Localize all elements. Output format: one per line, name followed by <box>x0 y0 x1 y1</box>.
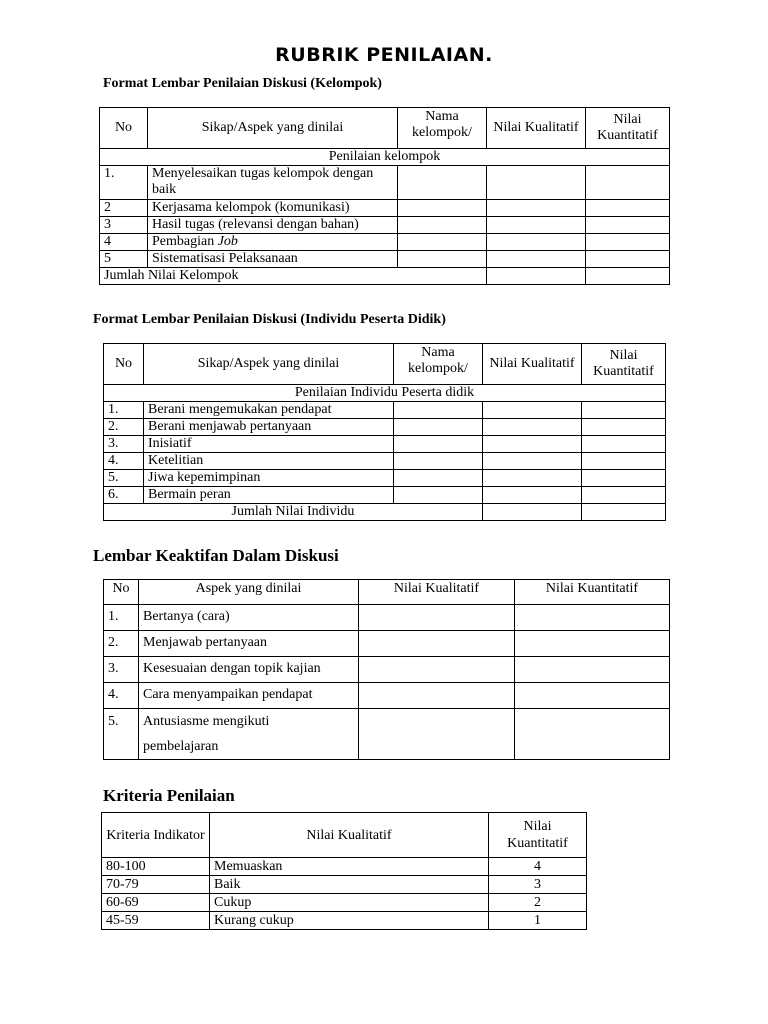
table-row <box>102 858 587 876</box>
quant-cell <box>515 605 670 631</box>
name-cell <box>394 453 483 470</box>
row-aspect: Hasil tugas (relevansi dengan bahan) <box>148 217 398 234</box>
header-quantitative: Nilai Kuantitatif <box>489 813 587 858</box>
qual-cell <box>483 402 582 419</box>
qual-cell <box>483 504 582 521</box>
row-aspect: Ketelitian <box>144 453 394 470</box>
qual-cell <box>359 709 515 760</box>
row-aspect: Bertanya (cara) <box>139 605 359 631</box>
table-row <box>104 709 670 760</box>
row-no: 1. <box>100 166 148 200</box>
table-row <box>104 631 670 657</box>
qual-cell <box>487 200 586 217</box>
table-row <box>104 487 666 504</box>
header-qualitative: Nilai Kualitatif <box>483 344 582 385</box>
row-aspect: Berani mengemukakan pendapat <box>144 402 394 419</box>
row-aspect: Sistematisasi Pelaksanaan <box>148 251 398 268</box>
table-row <box>100 217 670 234</box>
table-row <box>104 453 666 470</box>
name-cell <box>398 234 487 251</box>
row-aspect: Inisiatif <box>144 436 394 453</box>
row-aspect: Cara menyampaikan pendapat <box>139 683 359 709</box>
group-section-heading: Format Lembar Penilaian Diskusi (Kelompok) <box>103 76 382 91</box>
row-no: 2 <box>100 200 148 217</box>
name-cell <box>398 166 487 200</box>
row-aspect: Antusiasme mengikuti pembelajaran <box>139 709 359 760</box>
name-cell <box>394 419 483 436</box>
qual-cell <box>359 657 515 683</box>
name-cell <box>394 470 483 487</box>
row-aspect: Menyelesaikan tugas kelompok dengan baik <box>148 166 398 200</box>
quant-cell: 2 <box>489 894 587 912</box>
table-row <box>100 200 670 217</box>
header-group-name: Nama kelompok/ <box>394 344 483 385</box>
criteria-table <box>101 812 587 930</box>
section-row <box>104 385 666 402</box>
table-header-row <box>102 813 587 858</box>
individual-section-heading: Format Lembar Penilaian Diskusi (Individu Peserta Didik) <box>93 312 446 327</box>
row-no: 4 <box>100 234 148 251</box>
quant-cell <box>515 631 670 657</box>
quant-cell <box>586 200 670 217</box>
header-qualitative: Nilai Kualitatif <box>359 580 515 605</box>
table-row <box>104 402 666 419</box>
header-qualitative: Nilai Kualitatif <box>487 108 586 149</box>
row-no: 1. <box>104 402 144 419</box>
header-aspect: Sikap/Aspek yang dinilai <box>144 344 394 385</box>
range-cell: 70-79 <box>102 876 210 894</box>
row-no: 2. <box>104 419 144 436</box>
quant-cell: 3 <box>489 876 587 894</box>
quant-cell <box>582 402 666 419</box>
quant-cell <box>582 436 666 453</box>
total-label: Jumlah Nilai Kelompok <box>100 268 487 285</box>
total-label: Jumlah Nilai Individu <box>104 504 483 521</box>
row-no: 5. <box>104 709 139 760</box>
row-aspect: Menjawab pertanyaan <box>139 631 359 657</box>
qual-cell <box>359 683 515 709</box>
section-label: Penilaian kelompok <box>100 149 670 166</box>
quant-cell <box>586 268 670 285</box>
section-label: Penilaian Individu Peserta didik <box>104 385 666 402</box>
qual-cell <box>483 436 582 453</box>
criteria-section-heading: Kriteria Penilaian <box>103 786 235 805</box>
table-row <box>102 912 587 930</box>
qual-cell <box>487 268 586 285</box>
quant-cell <box>582 419 666 436</box>
qual-cell: Memuaskan <box>210 858 489 876</box>
qual-cell <box>483 453 582 470</box>
table-header-row <box>104 580 670 605</box>
row-no: 3 <box>100 217 148 234</box>
qual-cell: Baik <box>210 876 489 894</box>
quant-cell <box>515 657 670 683</box>
range-cell: 80-100 <box>102 858 210 876</box>
qual-cell <box>483 470 582 487</box>
qual-cell <box>359 605 515 631</box>
header-quantitative: Nilai Kuantitatif <box>515 580 670 605</box>
name-cell <box>394 436 483 453</box>
table-row <box>102 876 587 894</box>
table-row <box>104 657 670 683</box>
row-no: 3. <box>104 657 139 683</box>
row-aspect: Bermain peran <box>144 487 394 504</box>
table-row <box>100 166 670 200</box>
range-cell: 45-59 <box>102 912 210 930</box>
section-row <box>100 149 670 166</box>
total-row <box>104 504 666 521</box>
header-no: No <box>104 344 144 385</box>
header-quantitative: Nilai Kuantitatif <box>586 108 670 149</box>
qual-cell <box>487 166 586 200</box>
quant-cell <box>586 166 670 200</box>
header-indicator: Kriteria Indikator <box>102 813 210 858</box>
row-no: 1. <box>104 605 139 631</box>
group-assessment-table <box>99 107 670 285</box>
table-row <box>100 251 670 268</box>
quant-cell <box>582 504 666 521</box>
table-row <box>104 419 666 436</box>
header-qualitative: Nilai Kualitatif <box>210 813 489 858</box>
row-no: 5. <box>104 470 144 487</box>
row-no: 4. <box>104 453 144 470</box>
name-cell <box>398 200 487 217</box>
quant-cell <box>515 709 670 760</box>
quant-cell <box>586 234 670 251</box>
row-aspect: Jiwa kepemimpinan <box>144 470 394 487</box>
table-header-row <box>104 344 666 385</box>
row-aspect: Pembagian Job <box>148 234 398 251</box>
quant-cell <box>586 217 670 234</box>
total-row <box>100 268 670 285</box>
header-no: No <box>104 580 139 605</box>
quant-cell: 1 <box>489 912 587 930</box>
qual-cell <box>483 419 582 436</box>
quant-cell <box>582 453 666 470</box>
qual-cell: Kurang cukup <box>210 912 489 930</box>
qual-cell <box>483 487 582 504</box>
page-title: RUBRIK PENILAIAN. <box>275 44 493 66</box>
qual-cell <box>487 217 586 234</box>
row-no: 3. <box>104 436 144 453</box>
activity-section-heading: Lembar Keaktifan Dalam Diskusi <box>93 546 339 565</box>
name-cell <box>394 402 483 419</box>
table-row <box>104 605 670 631</box>
activity-table <box>103 579 670 760</box>
qual-cell: Cukup <box>210 894 489 912</box>
quant-cell <box>582 487 666 504</box>
quant-cell <box>515 683 670 709</box>
row-aspect: Berani menjawab pertanyaan <box>144 419 394 436</box>
row-no: 5 <box>100 251 148 268</box>
row-aspect: Kerjasama kelompok (komunikasi) <box>148 200 398 217</box>
quant-cell <box>586 251 670 268</box>
header-quantitative: Nilai Kuantitatif <box>582 344 666 385</box>
quant-cell <box>582 470 666 487</box>
range-cell: 60-69 <box>102 894 210 912</box>
table-row <box>104 683 670 709</box>
name-cell <box>398 217 487 234</box>
table-header-row <box>100 108 670 149</box>
row-aspect: Kesesuaian dengan topik kajian <box>139 657 359 683</box>
header-aspect: Sikap/Aspek yang dinilai <box>148 108 398 149</box>
row-no: 6. <box>104 487 144 504</box>
name-cell <box>398 251 487 268</box>
row-no: 2. <box>104 631 139 657</box>
qual-cell <box>487 234 586 251</box>
qual-cell <box>487 251 586 268</box>
header-no: No <box>100 108 148 149</box>
header-aspect: Aspek yang dinilai <box>139 580 359 605</box>
table-row <box>100 234 670 251</box>
qual-cell <box>359 631 515 657</box>
table-row <box>102 894 587 912</box>
table-row <box>104 470 666 487</box>
quant-cell: 4 <box>489 858 587 876</box>
name-cell <box>394 487 483 504</box>
header-group-name: Nama kelompok/ <box>398 108 487 149</box>
individual-assessment-table <box>103 343 666 521</box>
row-no: 4. <box>104 683 139 709</box>
table-row <box>104 436 666 453</box>
